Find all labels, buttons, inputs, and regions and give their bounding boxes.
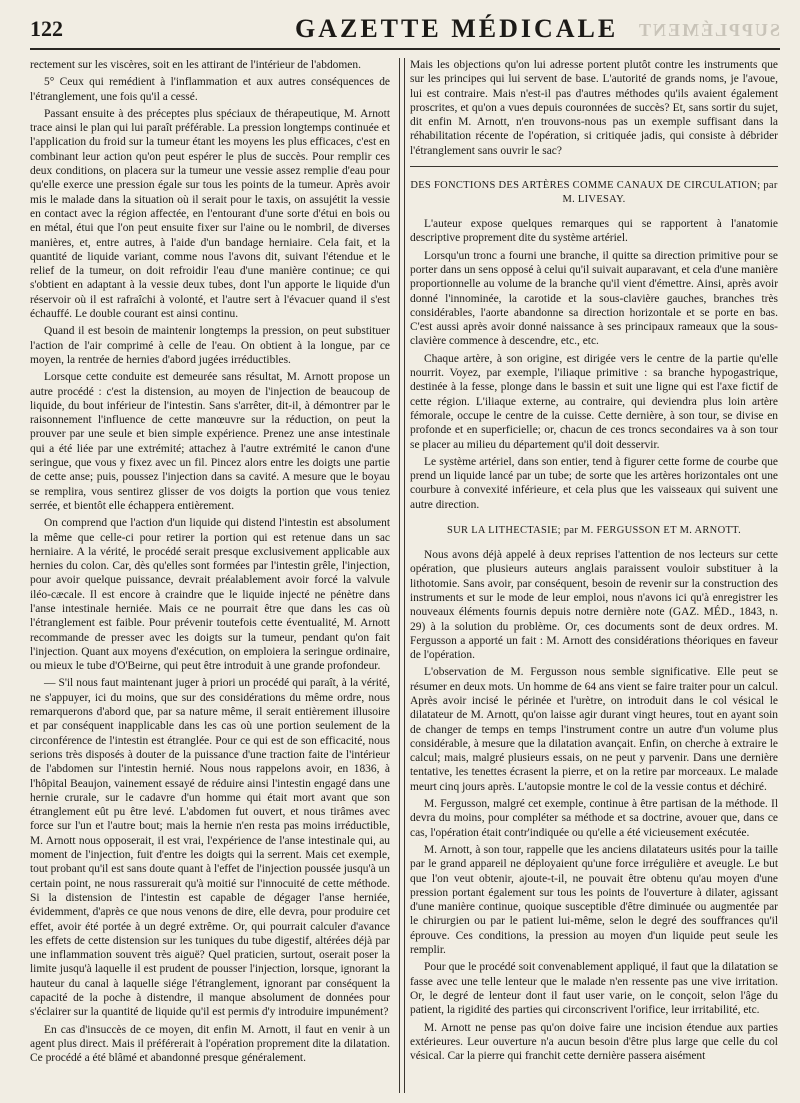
paragraph: rectement sur les viscères, soit en les attirant de l'intérieur de l'abdomen.: [30, 59, 361, 71]
paragraph: — S'il nous faut maintenant juger à priori un procédé qui paraît, à la vérité, ne s'appuyer, ici du moins, que sur des considérations du même ordre, nous remarquerons d'abord que, par sa nature même, il serait entièrement illusoire et par conséquent inapplicable dans les cas où une portion seulement de la circonférence de l'intestin est étranglée. Pour ce qui est de son efficacité, nous serions très disposés à douter de la puissance d'une traction faite de l'intérieur de l'abdomen sur l'intestin hernié. Nous nous rappelons avoir, en 1836, à l'hôpital Beaujon, vainement essayé de réduire ainsi l'intestin engagé dans une hernie crurale, sur le cadavre d'un homme qui était mort avant que son étranglement eût pu être levé. L'abdomen fut ouvert, et nous tirâmes avec force sur l'un et l'autre bout; mais la hernie n'en resta pas moins irréductible, M. Arnott nous opposerait, il est vrai, l'expérience de l'anse intestinale qui, au moment de l'injection, fuit d'entre les doigts qui la serrent. Mais cet exemple, tout probant qu'il est sans doute quant à l'effet de l'injection poussée jusqu'à un certain point, ne nous rassurerait qu'à moitié sur l'innocuité de cette méthode. Si la distension de l'intestin est capable de dégager l'anse herniée, évidemment, d'après ce que nous venons de dire, elle devra, pour produire cet effet, avoir été portée à un degré extrême. Or, qui pourrait calculer d'avance les effets de cette distension sur les tuniques du tube digestif, altérées déjà par une inflammation souvent très aiguë? Quel praticien, surtout, oserait poser la limite jusqu'à laquelle il est prudent de pousser l'injection, lorsque, ignorant la hauteur du canal à laquelle siége l'étranglement, ignorant par conséquent la capacité de la poche à distendre, il manque absolument de données pour s'éclairer sur la quantité de liquide qu'il est permis d'y introduire impunément?: [30, 677, 390, 1019]
paragraph: Passant ensuite à des préceptes plus spéciaux de thérapeutique, M. Arnott trace ainsi le plan qui lui paraît préférable. La pression longtemps continuée et l'application du froid sur la tumeur étant les moyens les plus efficaces, c'est en combinant leur action qu'on peut espérer le plus de succès. Pour remplir ces deux conditions, on placera sur la tumeur une vessie assez remplie d'eau pour qu'elle exerce une pression égale sur tous les points de la tumeur. Après avoir mis le malade dans la situation où il serait pour le taxis, on assujétit la vessie en contact avec la région affectée, en l'entourant d'une sorte d'étui en bois ou en métal, étui que l'on peut ensuite fixer sur l'aine ou le nombril, de diverses manières, et, entre autres, à l'aide d'un bandage herniaire. Cela fait, et la quantité de liquide variant, comme nous l'avons dit, suivant l'étendue et le relief de la tumeur, on doit refroidir l'eau d'une manière continue; ce qui s'obtient en adaptant à la vessie deux tubes, dont l'un apporte le liquide d'un réservoir où il est rafraîchi à volonté, et l'autre sert à l'évacuer quand il s'est échauffé. Le double courant est ainsi continu.: [30, 107, 390, 321]
paragraph: Lorsque cette conduite est demeurée sans résultat, M. Arnott propose un autre procédé : c'est la distension, au moyen de l'injection de beaucoup de liquide, du bout inférieur de l'intestin. Sans s'arrêter, dit-il, à démontrer par le raisonnement l'influence de cette manœuvre sur la réduction, on peut la prouver par une seule et bien simple expérience. Prenez une anse intestinale qui a été liée par une extrémité; attachez à l'autre extrémité le canon d'une seringue, que vous y fixez avec un fil. Pincez alors entre les doigts une partie de cette anse; puis, poussez l'injection dans sa cavité. A mesure que le boyau se remplira, vous sentirez glisser de vos doigts la portion que vous teniez serrée, et bientôt elle échappera entièrement.: [30, 371, 390, 512]
paragraph: En cas d'insuccès de ce moyen, dit enfin M. Arnott, il faut en venir à un agent plus direct. Mais il préférerait à l'opération proprement dite la dilatation. Ce procédé a été blâmé et abandonné presque généralement.: [30, 1023, 390, 1065]
paragraph: M. Fergusson, malgré cet exemple, continue à être partisan de la méthode. Il devra du moins, pour compléter sa méthode et sa doctrine, avouer que, dans ce cas, l'opération était contr'indiquée ou qu'elle a été vicieusement exécutée.: [410, 798, 778, 839]
journal-title: GAZETTE MÉDICALE: [295, 14, 619, 43]
paragraph: L'auteur expose quelques remarques qui se rapportent à l'anatomie descriptive proprement dite du système artériel.: [410, 218, 778, 245]
right-column: [410, 58, 778, 1066]
paragraph: On comprend que l'action d'un liquide qui distend l'intestin est absolument la même que celle-ci pour retirer la portion qui est retenue dans un sac herniaire. A la vérité, le procédé serait presque exclusivement applicable aux hernies du colon. Car, dès qu'elles sont formées par l'intestin grêle, l'injection, pour avoir quelque puissance, devrait préalablement avoir forcé la valvule iléo-cæcale. Il est encore à craindre que le liquide injecté ne pénètre dans l'anse intestinale herniée. Mais ce ne pourrait être que dans les cas où l'étranglement est faible. Pour prévenir toutefois cette éventualité, M. Arnott recommande de presser avec les doigts sur la tumeur, pendant qu'on fait l'injection. Quant aux moyens d'exécution, on emploiera la seringue ordinaire, ou mieux le tube d'O'Beirne, qui peut être introduit à une grande profondeur.: [30, 517, 390, 673]
page-header: [30, 14, 780, 44]
paragraph: Chaque artère, à son origine, est dirigée vers le centre de la partie qu'elle nourrit. Voyez, par exemple, l'iliaque primitive : sa branche hypogastrique, destinée à la fesse, plonge dans le bassin et suit une ligne qui est l'axe fictif de cette région. L'iliaque externe, au contraire, qui deviendra plus loin artère fémorale, occupe le centre de la cuisse. Cette dernière, à son tour, se divise en profonde et en superficielle; or, chacun de ces troncs secondaires va à son tour se placer au milieu du département qu'il doit desservir.: [410, 352, 778, 451]
paragraph: M. Arnott, à son tour, rappelle que les anciens dilatateurs usités pour la taille par le grand appareil ne déployaient qu'une force irrégulière et aveugle. Le but que l'on veut obtenir, ajoute-t-il, ne pouvait être obtenu qu'au moyen d'une pression portant également sur tous les points de l'ouverture à dilater, agissant d'une manière continue, quoique susceptible d'être diminuée ou augmentée par le chirurgien ou par le patient lui-même, selon le degré des souffrances qu'il éprouve. Ces conditions, la pression au moyen d'un liquide peut seule les remplir.: [410, 843, 778, 957]
header-rule: [30, 48, 780, 50]
paragraph: 5° Ceux qui remédient à l'inflammation et aux autres conséquences de l'étranglement, une fois qu'il a cessé.: [30, 76, 390, 103]
paragraph: L'observation de M. Fergusson nous semble significative. Elle peut se résumer en deux mots. Un homme de 64 ans vient se faire traiter pour un calcul. Après avoir incisé le périnée et l'urètre, on introduit dans le col vésical le dilatateur de M. Arnott, qu'on laisse agir durant vingt heures, tout en ayant soin de changer de temps en temps l'instrument contre un autre d'un volume plus considérable, à mesure que la dilatation avançait. Enfin, on cherche à extraire le calcul; mais, malgré plusieurs essais, on ne peut y parvenir. Dans une dernière tentative, les tenettes écrasent la pierre, et on la retire par morceaux. Le malade meurt cinq jours après. L'autopsie montre le col de la vessie contus et déchiré.: [410, 666, 778, 793]
paragraph: M. Arnott ne pense pas qu'on doive faire une incision étendue aux parties extérieures. Leur ouverture n'a aucun besoin d'être plus large que celle du col vésical. Car la pierre qui franchit cette dernière passera aisément: [410, 1021, 778, 1063]
paragraph: Quand il est besoin de maintenir longtemps la pression, on peut substituer l'action de l'air comprimé à celle de l'eau. On obtient à la longue, par ce moyen, la rentrée de hernies d'abord jugées irréductibles.: [30, 325, 390, 366]
paragraph: Le système artériel, dans son entier, tend à figurer cette forme de courbe que prend un liquide lancé par un tube; de sorte que les artères horizontales ont une courbure à convexité inférieure, et cela plus que les vaisseaux qui suivent une autre direction.: [410, 455, 778, 511]
bleed-through-text: SUPPLÉMENT: [636, 20, 780, 40]
paragraph: Pour que le procédé soit convenablement appliqué, il faut que la dilatation se fasse avec une telle lenteur que le malade n'en ressente pas une vive irritation. Or, le degré de lenteur dont il faut user varie, on le conçoit, selon l'âge du patient, la rigidité des parties qui circonscrivent l'orifice, leur irritabilité, etc.: [410, 961, 778, 1017]
section-title: SUR LA LITHECTASIE; par M. FERGUSSON ET M. ARNOTT.: [446, 525, 742, 537]
column-divider: [399, 58, 405, 1093]
paragraph: Mais les objections qu'on lui adresse portent plutôt contre les instruments que sur les principes qui lui servent de base. L'autorité de grands noms, je l'avoue, lui est contraire. Mais n'est-il pas d'autres méthodes qu'ils avaient également proscrites, et qu'on a vues depuis couronnées de succès? Et, sans sortir du sujet, dit enfin M. Arnott, n'en trouvons-nous pas un exemple suffisant dans la réhabilitation récente de l'opération, si critiquée jadis, qui consiste à débrider l'étranglement sans ouvrir le sac?: [410, 59, 778, 157]
page-number: 122: [30, 16, 63, 41]
section-title: DES FONCTIONS DES ARTÈRES COMME CANAUX DE CIRCULATION; par M. LIVESAY.: [410, 180, 778, 206]
left-column: [30, 58, 390, 1068]
section-separator: [410, 166, 778, 167]
paragraph: Lorsqu'un tronc a fourni une branche, il quitte sa direction primitive pour se porter dans un sens opposé à celui qu'il suivait auparavant, et cela d'une manière proportionnelle au volume de la branche qu'il vient d'émettre. Ainsi, après avoir donné l'innominée, la carotide et la sous-clavière gauches, branches très considérables, l'aorte abandonne sa direction horizontale et se porte en bas. C'est aussi après avoir donné naissance à ses principaux rameaux que la sous-clavière commence à descendre, etc., etc.: [410, 249, 778, 348]
paragraph: Nous avons déjà appelé à deux reprises l'attention de nos lecteurs sur cette opération, que plusieurs auteurs anglais paraissent vouloir substituer à la lithotomie. Sans avoir, par conséquent, besoin de revenir sur la construction des instruments et sur le mode de leur emploi, nous n'avons ici qu'à enregistrer les nouveaux éléments fournis depuis notre dernière note (GAZ. MÉD., 1843, n. 29) à la solution du problème. Or, ces documents sont de deux ordres. M. Fergusson a apporté un fait : M. Arnott des considérations théoriques en faveur de l'opération.: [410, 549, 778, 662]
